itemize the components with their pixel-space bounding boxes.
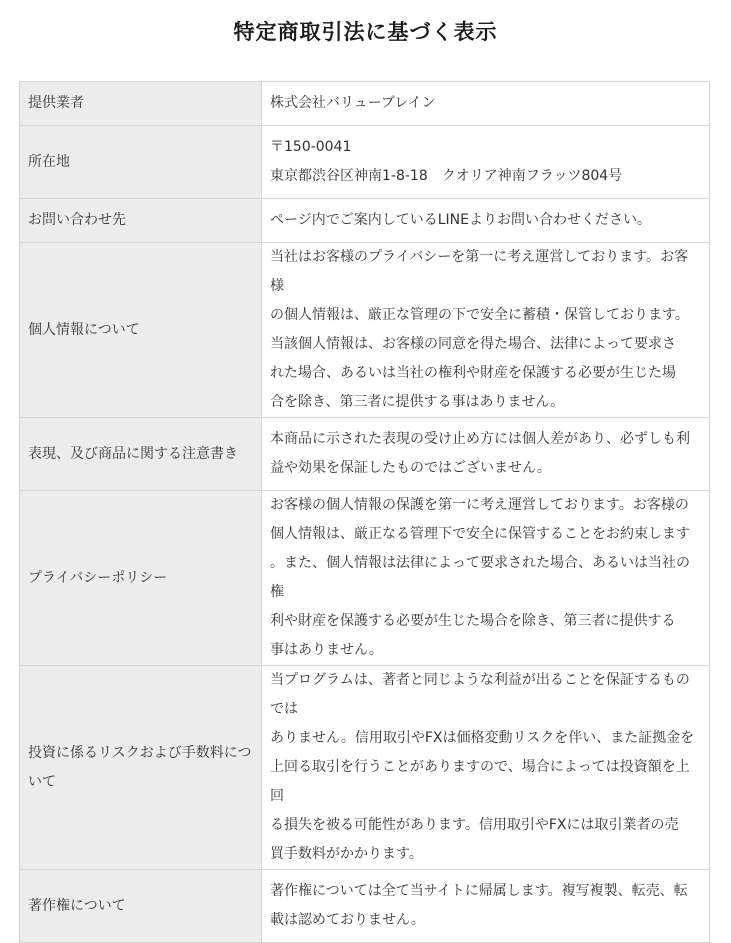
- row-value: [262, 126, 710, 199]
- row-value-line: れた場合、あるいは当社の権利や財産を保護する必要が生じた場: [270, 365, 676, 381]
- row-label-text: 提供業者: [28, 95, 84, 111]
- row-value-line: 利や財産を保護する必要が生じた場合を除き、第三者に提供する: [270, 613, 676, 629]
- row-label: [20, 199, 262, 243]
- table-row: [20, 126, 710, 199]
- row-value-line: 合を除き、第三者に提供する事はありません。: [270, 394, 565, 410]
- table-row: [20, 82, 710, 126]
- row-value-line: 当該個人情報は、お客様の同意を得た場合、法律によって要求さ: [270, 336, 676, 352]
- row-value: [262, 82, 710, 126]
- table-row: [20, 491, 710, 666]
- row-value-line: 買手数料がかかります。: [270, 846, 423, 862]
- row-value-line: 当プログラムは、著者と同じような利益が出ることを保証するものでは: [270, 672, 690, 717]
- table-row: [20, 199, 710, 243]
- row-label-text: プライバシーポリシー: [28, 569, 168, 586]
- table-row: [20, 418, 710, 491]
- info-table-wrapper: [19, 81, 710, 943]
- row-label: [20, 126, 262, 199]
- row-value-line: 事はありません。: [270, 642, 383, 658]
- row-value-line: ありません。信用取引やFXは価格変動リスクを伴い、また証拠金を: [270, 730, 695, 746]
- table-row: [20, 243, 710, 418]
- info-table: [19, 81, 710, 943]
- row-value-line: 株式会社バリューブレイン: [270, 95, 436, 111]
- row-value-line: 個人情報は、厳正なる管理下で安全に保管することをお約束します: [270, 526, 690, 542]
- row-value: [262, 243, 710, 418]
- row-label: [20, 243, 262, 418]
- row-label: [20, 418, 262, 491]
- row-value-line: 著作権については全て当サイトに帰属します。複写複製、転売、転: [270, 883, 688, 899]
- page-title: 特定商取引法に基づく表示: [233, 20, 498, 44]
- row-label: [20, 82, 262, 126]
- row-value-line: ページ内でご案内しているLINEよりお問い合わせください。: [270, 212, 651, 228]
- row-value: [262, 418, 710, 491]
- row-value-line: 当社はお客様のプライバシーを第一に考え運営しております。お客様: [270, 249, 689, 294]
- row-value-line: 。また、個人情報は法律によって要求された場合、あるいは当社の権: [270, 555, 690, 600]
- row-value: [262, 491, 710, 666]
- table-row: [20, 666, 710, 870]
- row-value-line: 東京都渋谷区神南1-8-18 クオリア神南フラッツ804号: [270, 168, 623, 184]
- row-label-text: 所在地: [28, 153, 70, 170]
- row-label-text: 個人情報について: [28, 321, 140, 338]
- row-label-text: 投資に係るリスクおよび手数料について: [28, 744, 252, 790]
- row-label: [20, 666, 262, 870]
- row-label-text: 著作権について: [28, 897, 126, 914]
- table-row: [20, 870, 710, 943]
- row-label: [20, 870, 262, 943]
- row-value-line: 益や効果を保証したものではございません。: [270, 460, 551, 476]
- row-value-line: の個人情報は、厳正な管理の下で安全に蓄積・保管しております。: [270, 307, 689, 323]
- row-label-text: お問い合わせ先: [28, 212, 126, 228]
- row-label-text: 表現、及び商品に関する注意書き: [28, 445, 238, 462]
- row-value: [262, 199, 710, 243]
- row-value-line: 〒150-0041: [270, 139, 352, 155]
- row-value: [262, 666, 710, 870]
- info-table-body: [20, 82, 710, 943]
- row-value-line: お客様の個人情報の保護を第一に考え運営しております。お客様の: [270, 497, 689, 513]
- row-value-line: 載は認めておりません。: [270, 912, 425, 928]
- row-value: [262, 870, 710, 943]
- row-value-line: 本商品に示された表現の受け止め方には個人差があり、必ずしも利: [270, 431, 690, 447]
- row-value-line: る損失を被る可能性があります。信用取引やFXには取引業者の売: [270, 817, 679, 833]
- row-label: [20, 491, 262, 666]
- row-value-line: 上回る取引を行うことがありますので、場合によっては投資額を上回: [270, 759, 690, 804]
